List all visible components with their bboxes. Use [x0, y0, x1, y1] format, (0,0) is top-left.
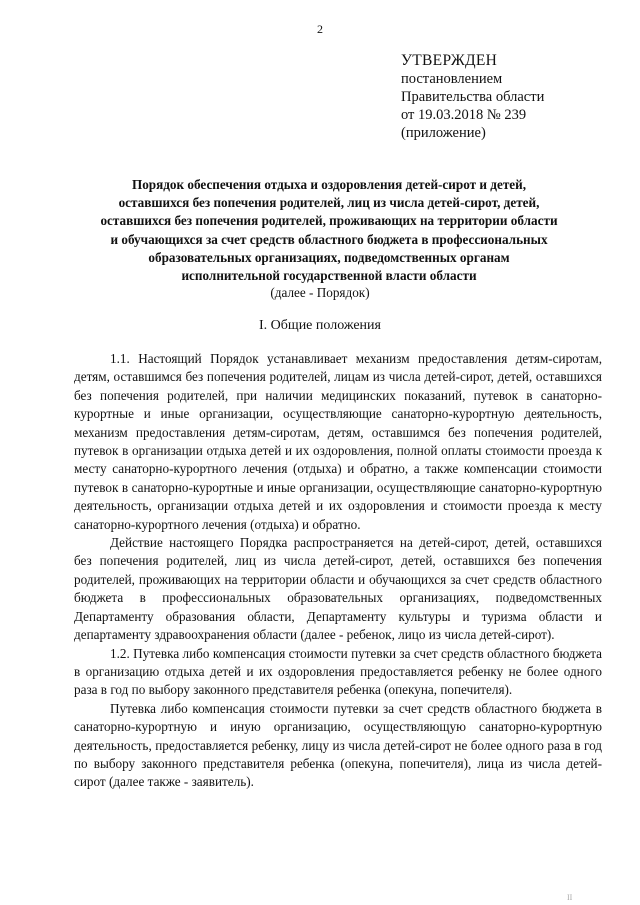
corner-mark: II	[567, 893, 573, 902]
section-body	[74, 350, 602, 792]
paragraph-1-2: 1.2. Путевка либо компенсация стоимости путевки за счет средств областного бюджета в организацию отдыха детей и их оздоровления предоставляется ребенку не более одного раза в год по выбору законного представителя ребенка (опекуна, попечителя).	[74, 645, 602, 698]
approval-stamp: УТВЕРЖДЕН	[401, 52, 498, 69]
section-heading: I. Общие положения	[259, 318, 381, 333]
approval-line-1: постановлением	[401, 71, 503, 87]
paragraph-1-1: 1.1. Настоящий Порядок устанавливает механизм предоставления детям-сиротам, детям, оставшимся без попечения родителей, лицам из числа детей-сирот, детей, оставшихся без попечения родителей, при наличии медицинских показаний, путевок в санаторно-курортные и иные организации, осуществляющие санаторно-курортную деятельность, механизм предоставления детям-сиротам, детям, оставшимся без попечения родителей, путевок в организации отдыха детей и их оздоровления, полной оплаты стоимости проезда к месту санаторно-курортного лечения (отдыха) и обратно, а также компенсации стоимости путевок в санаторно-курортные и иные организации, осуществляющие санаторно-курортную деятельность, организации отдыха детей и их оздоровления и стоимости проезда к месту санаторно-курортного лечения (отдыха) и обратно.	[74, 351, 602, 532]
paragraph-scope: Действие настоящего Порядка распространяется на детей-сирот, детей, оставшихся без попечения родителей, лиц из числа детей-сирот, детей, оставшихся без попечения родителей, проживающих на территории области и обучающихся за счет средств областного бюджета в профессиональных образовательных организациях, подведомственных Департаменту образования области, Департаменту культуры и туризма области и департаменту здравоохранения области (далее - ребенок, лицо из числа детей-сирот).	[74, 535, 602, 643]
document-title: Порядок обеспечения отдыха и оздоровления детей-сирот и детей, оставшихся без попечения родителей, лиц из числа детей-сирот, детей, оставшихся без попечения родителей, проживающих на территории области и обучающихся за счет средств областного бюджета в профессиональных образовательных организациях, подведомственных органам исполнительной государственной власти области	[100, 177, 558, 284]
document-title-note: (далее - Порядок)	[270, 285, 370, 300]
approval-line-3: от 19.03.2018 № 239	[401, 107, 527, 123]
page-number: 2	[317, 22, 323, 36]
paragraph-sanatorium: Путевка либо компенсация стоимости путевки за счет средств областного бюджета в санаторно-курортную и иную организацию, осуществляющую санаторно-курортную деятельность, предоставляется ребенку, лицу из числа детей-сирот не более одного раза в год по выбору законного представителя ребенка (опекуна, попечителя), лица из числа детей-сирот (далее также - заявитель).	[74, 700, 602, 790]
approval-block	[401, 52, 544, 142]
approval-line-4: (приложение)	[401, 125, 486, 141]
approval-line-2: Правительства области	[401, 89, 545, 105]
